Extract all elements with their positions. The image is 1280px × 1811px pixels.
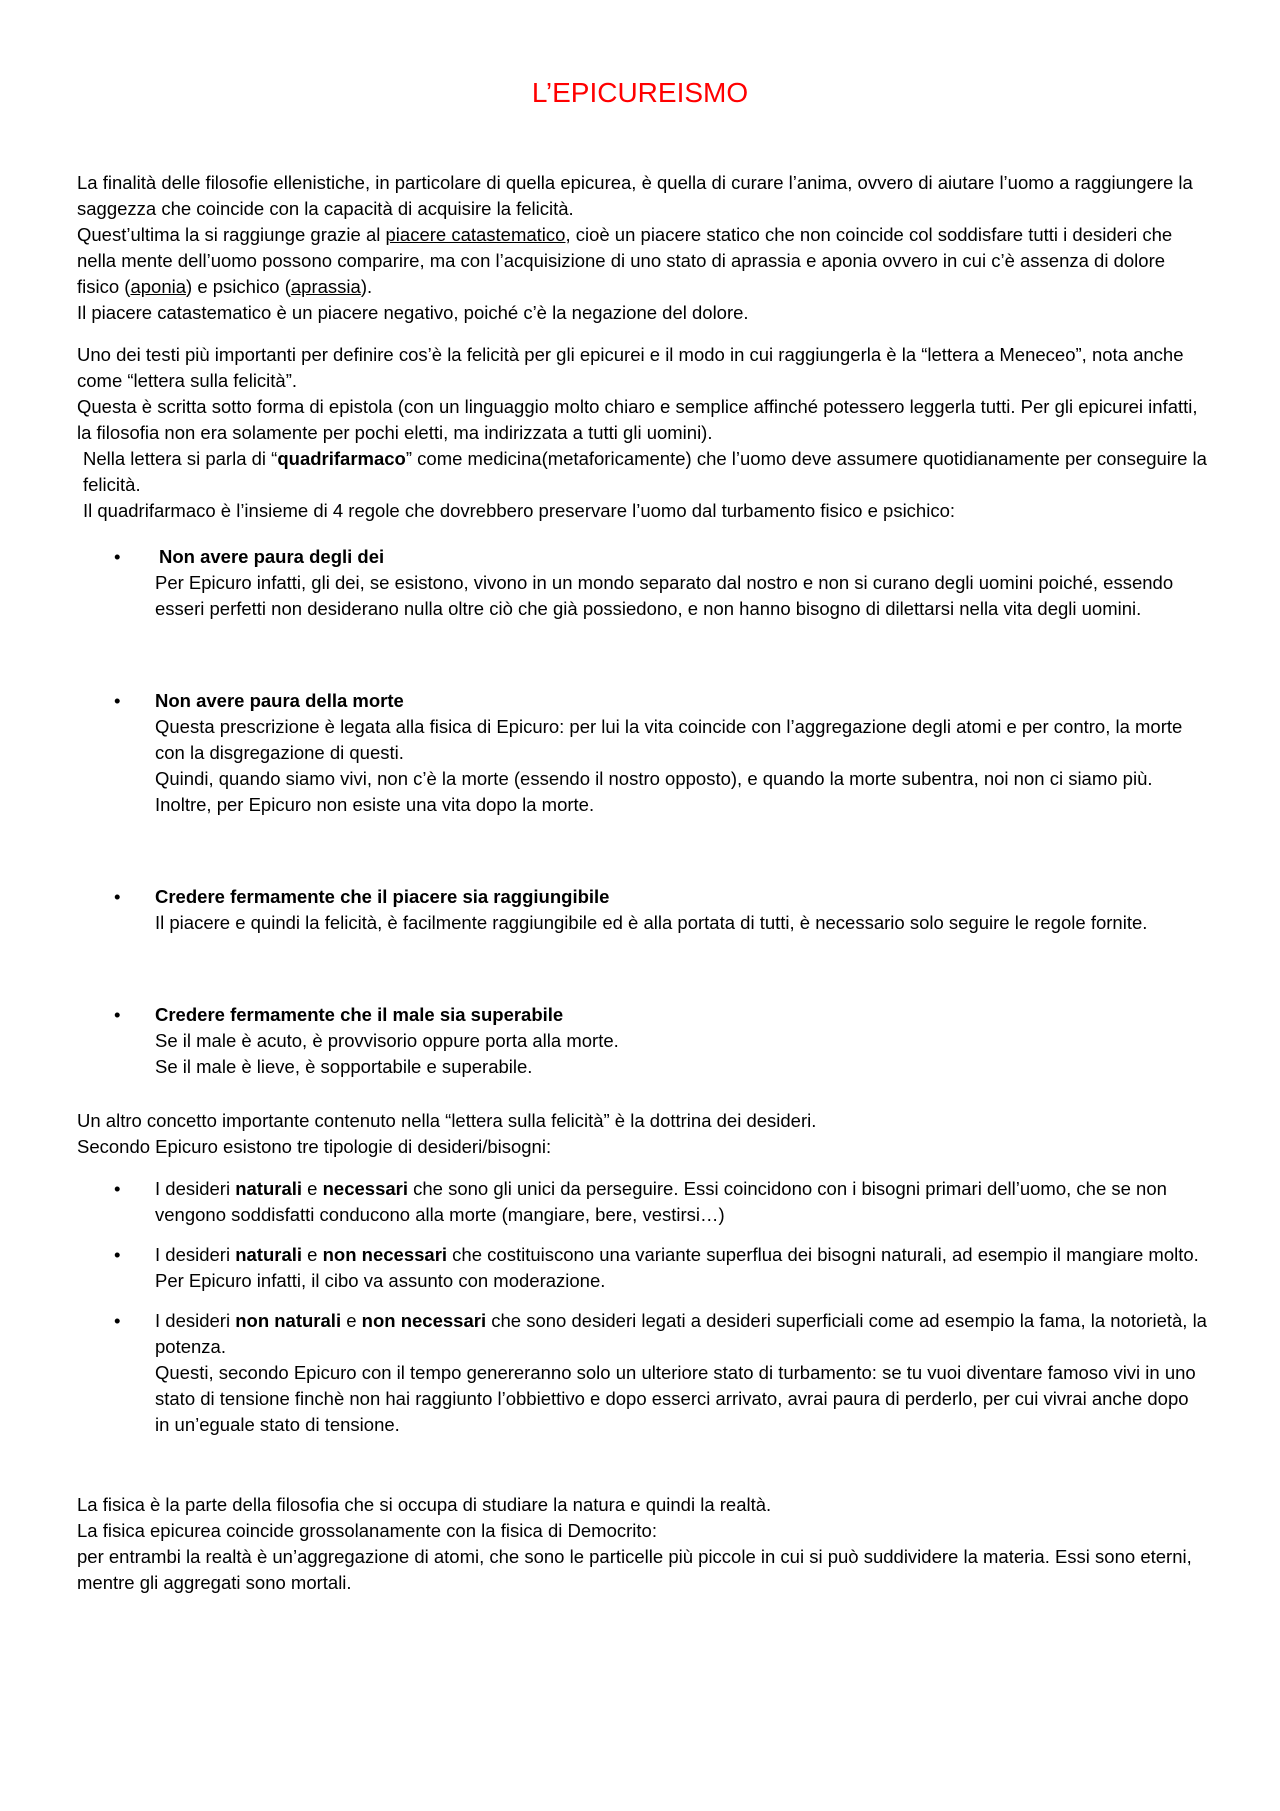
bullet-icon: • [114, 1004, 121, 1025]
rules-list [77, 544, 1207, 1080]
term-bold: non necessari [322, 1244, 448, 1265]
rule-heading: Credere fermamente che il piacere sia raggiungibile [155, 886, 610, 907]
document-body [77, 170, 1207, 1596]
list-item [77, 544, 1207, 622]
bullet-icon: • [114, 690, 121, 711]
desire-extra-text: Questi, secondo Epicuro con il tempo genereranno solo un ulteriore stato di turbamento: se tu vuoi diventare famoso vivi in uno stato di tensione finchè non hai raggiunto l’obbiettivo e dopo esserci arrivato, avrai paura di perderlo, per cui vivrai anche dopo in un’eguale stato di tensione. [155, 1362, 1196, 1435]
term-bold: necessari [322, 1178, 408, 1199]
text-span: e [302, 1178, 323, 1199]
rule-text: Inoltre, per Epicuro non esiste una vita dopo la morte. [155, 794, 595, 815]
rule-heading: Credere fermamente che il male sia superabile [155, 1004, 564, 1025]
bullet-icon: • [114, 1244, 121, 1265]
list-item [77, 1002, 1207, 1080]
rule-text: Per Epicuro infatti, gli dei, se esistono, vivono in un mondo separato dal nostro e non si curano degli uomini poiché, essendo esseri perfetti non desiderano nulla oltre ciò che già possiedono, e non hanno bisogno di dilettarsi nella vita degli uomini. [155, 572, 1174, 619]
letter-paragraph-2: Questa è scritta sotto forma di epistola (con un linguaggio molto chiaro e semplice affinché potessero leggerla tutti. Per gli epicurei infatti, la filosofia non era solamente per pochi eletti, ma indirizzata a tutti gli uomini). [77, 396, 1198, 443]
term-bold: naturali [235, 1178, 303, 1199]
text-span: ) e psichico ( [186, 276, 291, 297]
list-item [77, 1308, 1207, 1438]
intro-paragraph-3: Il piacere catastematico è un piacere negativo, poiché c’è la negazione del dolore. [77, 302, 749, 323]
term-bold: naturali [235, 1244, 303, 1265]
term-bold: non naturali [235, 1310, 342, 1331]
desires-paragraph-2: Secondo Epicuro esistono tre tipologie di desideri/bisogni: [77, 1136, 552, 1157]
text-span: che sono desideri legati a desideri superficiali come ad esempio la fama, la notorietà, la potenza. [155, 1310, 1207, 1357]
text-span: I desideri [155, 1178, 236, 1199]
text-span: che sono gli unici da perseguire. Essi coincidono con i bisogni primari dell’uomo, che se non vengono soddisfatti conducono alla morte (mangiare, bere, vestirsi…) [155, 1178, 1167, 1225]
rule-text: Se il male è lieve, è sopportabile e superabile. [155, 1056, 533, 1077]
letter-paragraph-4: Il quadrifarmaco è l’insieme di 4 regole che dovrebbero preservare l’uomo dal turbamento fisico e psichico: [83, 500, 956, 521]
term-aponia: aponia [130, 276, 187, 297]
rule-text: Se il male è acuto, è provvisorio oppure porta alla morte. [155, 1030, 619, 1051]
text-span: Nella lettera si parla di “ [83, 448, 278, 469]
desires-list [77, 1176, 1207, 1438]
letter-paragraph-1: Uno dei testi più importanti per definire cos’è la felicità per gli epicurei e il modo in cui raggiungerla è la “lettera a Meneceo”, nota anche come “lettera sulla felicità”. [77, 344, 1184, 391]
text-span: , cioè un piacere statico che non coincide col soddisfare tutti i desideri che nella mente dell’uomo possono comparire, ma con l’acquisizione di uno stato di aprassia e aponia ovvero in cui c’è assenza di dolore fisico ( [77, 224, 1173, 297]
text-span: Quest’ultima la si raggiunge grazie al [77, 224, 386, 245]
text-span: I desideri [155, 1244, 236, 1265]
text-span: ” come medicina(metaforicamente) che l’uomo deve assumere quotidianamente per conseguire la felicità. [83, 448, 1207, 495]
intro-paragraph-1: La finalità delle filosofie ellenistiche, in particolare di quella epicurea, è quella di curare l’anima, ovvero di aiutare l’uomo a raggiungere la saggezza che coincide con la capacità di acquisire la felicità. [77, 172, 1193, 219]
rule-heading: Non avere paura degli dei [159, 546, 385, 567]
term-bold: non necessari [361, 1310, 487, 1331]
bullet-icon: • [114, 886, 121, 907]
intro-paragraph-2 [77, 222, 1207, 300]
list-item [77, 688, 1207, 818]
letter-paragraph-3 [77, 446, 1207, 498]
term-quadrifarmaco: quadrifarmaco [277, 448, 406, 469]
term-aprassia: aprassia [290, 276, 361, 297]
page-title: L’EPICUREISMO [531, 77, 749, 108]
term-piacere-catastematico: piacere catastematico [385, 224, 566, 245]
text-span: e [341, 1310, 362, 1331]
rule-text: Il piacere e quindi la felicità, è facilmente raggiungibile ed è alla portata di tutti, è necessario solo seguire le regole fornite. [155, 912, 1148, 933]
desires-paragraph-1: Un altro concetto importante contenuto nella “lettera sulla felicità” è la dottrina dei desideri. [77, 1110, 817, 1131]
bullet-icon: • [114, 546, 121, 567]
physics-paragraph-3: per entrambi la realtà è un’aggregazione di atomi, che sono le particelle più piccole in cui si può suddividere la materia. Essi sono eterni, mentre gli aggregati sono mortali. [77, 1546, 1192, 1593]
rule-text: Questa prescrizione è legata alla fisica di Epicuro: per lui la vita coincide con l’aggregazione degli atomi e per contro, la morte con la disgregazione di questi. [155, 716, 1183, 763]
physics-paragraph-2: La fisica epicurea coincide grossolanamente con la fisica di Democrito: [77, 1520, 657, 1541]
list-item [77, 1176, 1207, 1228]
text-span: ). [360, 276, 373, 297]
physics-paragraph-1: La fisica è la parte della filosofia che si occupa di studiare la natura e quindi la realtà. [77, 1494, 772, 1515]
bullet-icon: • [114, 1310, 121, 1331]
list-item [77, 1242, 1207, 1294]
text-span: e [302, 1244, 323, 1265]
list-item [77, 884, 1207, 936]
rule-text: Quindi, quando siamo vivi, non c’è la morte (essendo il nostro opposto), e quando la morte subentra, noi non ci siamo più. [155, 768, 1153, 789]
bullet-icon: • [114, 1178, 121, 1199]
text-span: che costituiscono una variante superflua dei bisogni naturali, ad esempio il mangiare molto. Per Epicuro infatti, il cibo va assunto con moderazione. [155, 1244, 1199, 1291]
text-span: I desideri [155, 1310, 236, 1331]
rule-heading: Non avere paura della morte [155, 690, 404, 711]
